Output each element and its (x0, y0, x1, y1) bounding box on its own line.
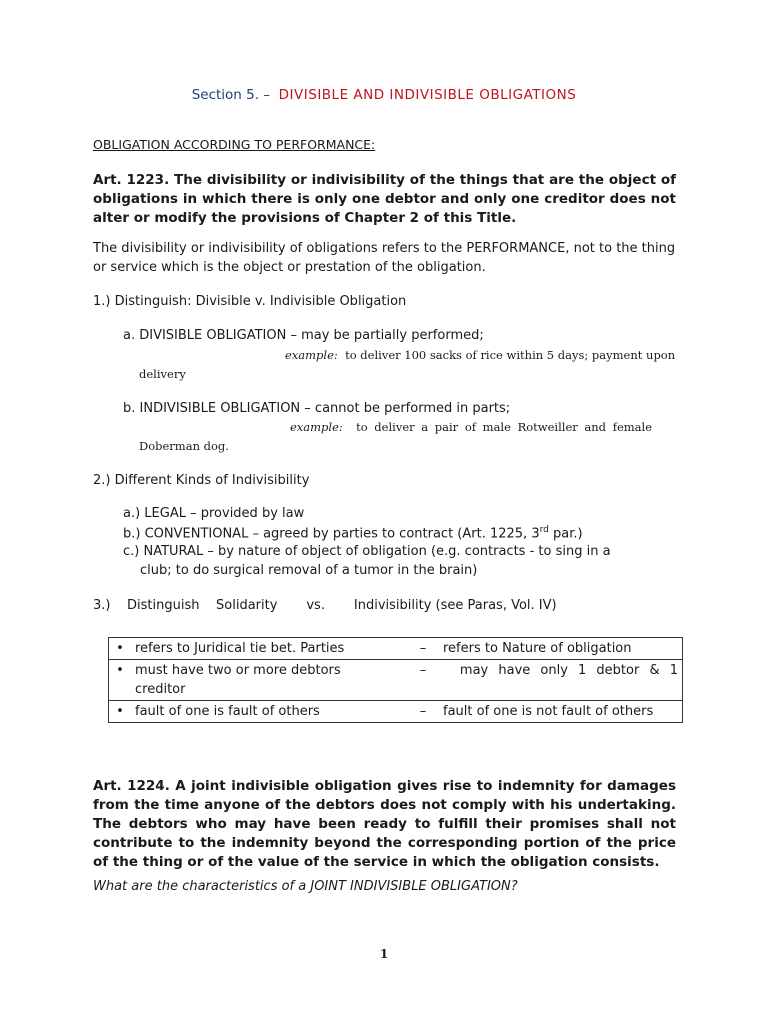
item-1a-example-cont: delivery (139, 367, 186, 381)
item-1a-example (285, 348, 675, 362)
bullet: • (109, 701, 132, 723)
page-number: 1 (379, 947, 389, 961)
table-cell-left-line1: must have two or more debtors (135, 663, 341, 678)
example-text: to deliver 100 sacks of rice within 5 days; payment upon (345, 348, 676, 362)
table-row (109, 660, 683, 701)
item-2b-sup: rd (539, 525, 549, 535)
bullet: • (109, 660, 132, 701)
article-1223: Art. 1223. The divisibility or indivisibility of the things that are the object of obligations in which there is only one debtor and only one creditor does not alter or modify the provisions of Chapter 2 of this Title. (93, 172, 676, 226)
question-text: What are the characteristics of a JOINT INDIVISIBLE OBLIGATION? (93, 879, 518, 894)
comparison-table (108, 637, 683, 723)
table-cell-left: fault of one is fault of others (131, 701, 407, 723)
section-label: Section 5. – (191, 87, 271, 103)
table-cell-left (131, 660, 407, 701)
performance-heading: OBLIGATION ACCORDING TO PERFORMANCE: (93, 137, 376, 152)
item-3-label (93, 598, 557, 613)
item-2b (123, 525, 583, 541)
table-cell-right: fault of one is not fault of others (439, 701, 683, 723)
table-cell-left-line2: creditor (135, 682, 186, 697)
item-1a-text: a. DIVISIBLE OBLIGATION – may be partially performed; (123, 328, 484, 343)
article-1224: Art. 1224. A joint indivisible obligation gives rise to indemnity for damages from the time anyone of the debtors does not comply with his undertaking. The debtors who may have been ready to fulfill their promises shall not contribute to the indemnity beyond the corresponding portion of the price of the thing or of the value of the service in which the obligation consists. (93, 778, 676, 870)
table-cell-right: may have only 1 debtor & 1 (439, 660, 683, 701)
dash: – (407, 701, 439, 723)
item-1b-example-cont: Doberman dog. (139, 439, 229, 453)
dash: – (407, 638, 439, 660)
item-1b-example (290, 420, 652, 434)
table-row (109, 701, 683, 723)
item-2c-line2: club; to do surgical removal of a tumor in the brain) (140, 563, 478, 578)
item-3-vs: vs. (306, 598, 325, 613)
table-cell-left: refers to Juridical tie bet. Parties (131, 638, 407, 660)
section-title (0, 87, 768, 103)
item-1-label: 1.) Distinguish: Divisible v. Indivisible Obligation (93, 294, 407, 309)
item-3-num: 3.) (93, 598, 111, 613)
item-2-label: 2.) Different Kinds of Indivisibility (93, 473, 310, 488)
item-2c-line1: c.) NATURAL – by nature of object of obligation (e.g. contracts - to sing in a (123, 544, 611, 559)
item-3-solidarity: Solidarity (216, 598, 278, 613)
example-label: example: (290, 420, 343, 434)
item-2a: a.) LEGAL – provided by law (123, 506, 305, 521)
table-cell-right: refers to Nature of obligation (439, 638, 683, 660)
bullet: • (109, 638, 132, 660)
table-row (109, 638, 683, 660)
item-1b-text: b. INDIVISIBLE OBLIGATION – cannot be performed in parts; (123, 401, 511, 416)
example-label: example: (285, 348, 338, 362)
item-3-indivisibility: Indivisibility (see Paras, Vol. IV) (353, 598, 557, 613)
example-text: to deliver a pair of male Rotweiller and female (356, 420, 653, 434)
item-2b-text: b.) CONVENTIONAL – agreed by parties to contract (Art. 1225, 3 (123, 526, 540, 542)
intro-paragraph: The divisibility or indivisibility of obligations refers to the PERFORMANCE, not to the thing or service which is the object or prestation of the obligation. (93, 241, 676, 275)
section-heading: DIVISIBLE AND INDIVISIBLE OBLIGATIONS (278, 87, 577, 103)
dash: – (407, 660, 439, 701)
item-3-distinguish: Distinguish (127, 598, 200, 613)
item-2b-text-end: par.) (548, 526, 583, 542)
